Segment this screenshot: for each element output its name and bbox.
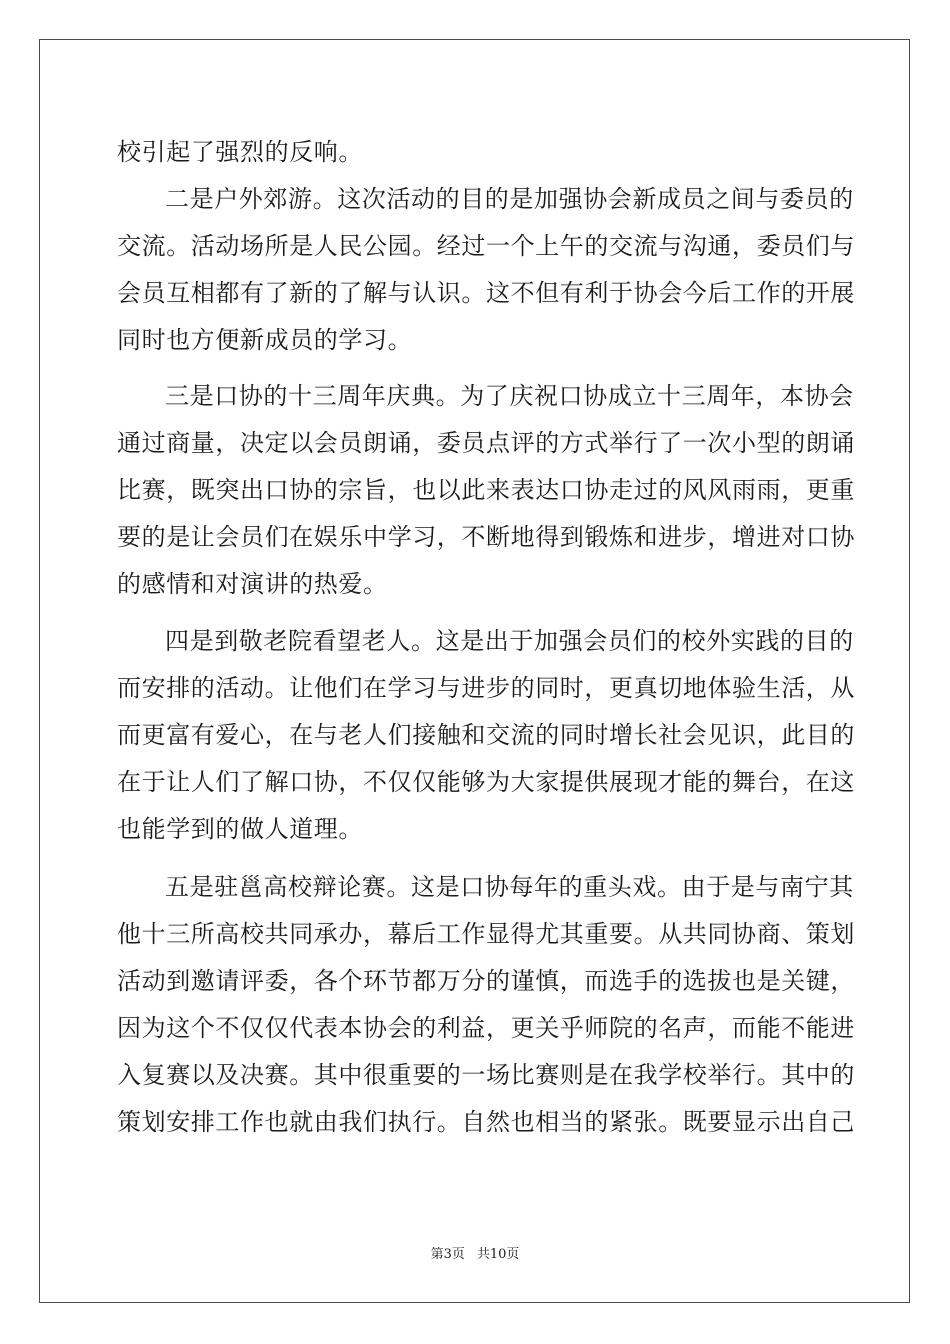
text-line: 比赛，既突出口协的宗旨，也以此来表达口协走过的风风雨雨，更重	[117, 476, 855, 504]
text-line: 而安排的活动。让他们在学习与进步的同时，更真切地体验生活，从	[117, 674, 855, 702]
text-line: 策划安排工作也就由我们执行。自然也相当的紧张。既要显示出自己	[117, 1108, 855, 1136]
text-line: 而更富有爱心，在与老人们接触和交流的同时增长社会见识，此目的	[117, 721, 855, 749]
paragraph-start-line: 五是驻邕高校辩论赛。这是口协每年的重头戏。由于是与南宁其	[165, 873, 854, 901]
text-line: 通过商量，决定以会员朗诵，委员点评的方式举行了一次小型的朗诵	[117, 429, 855, 457]
paragraph-start-line: 三是口协的十三周年庆典。为了庆祝口协成立十三周年，本协会	[165, 382, 854, 410]
paragraph-start-line: 四是到敬老院看望老人。这是出于加强会员们的校外实践的目的	[165, 627, 854, 655]
text-line: 也能学到的做人道理。	[117, 815, 363, 843]
text-line: 会员互相都有了新的了解与认识。这不但有利于协会今后工作的开展	[117, 279, 855, 307]
text-line: 交流。活动场所是人民公园。经过一个上午的交流与沟通，委员们与	[117, 232, 855, 260]
page-footer	[0, 1247, 950, 1263]
page-total: 共10页	[476, 1247, 520, 1262]
text-line: 活动到邀请评委，各个环节都万分的谨慎，而选手的选拔也是关键，	[117, 967, 855, 995]
text-line: 要的是让会员们在娱乐中学习，不断地得到锻炼和进步，增进对口协	[117, 523, 855, 551]
text-line: 同时也方便新成员的学习。	[117, 326, 413, 354]
text-line: 在于让人们了解口协，不仅仅能够为大家提供展现才能的舞台，在这	[117, 768, 855, 796]
text-line: 校引起了强烈的反响。	[117, 138, 363, 166]
text-line: 他十三所高校共同承办，幕后工作显得尤其重要。从共同协商、策划	[117, 920, 855, 948]
text-line: 的感情和对演讲的热爱。	[117, 570, 388, 598]
text-line: 入复赛以及决赛。其中很重要的一场比赛则是在我学校举行。其中的	[117, 1061, 855, 1089]
page-number: 第3页	[430, 1247, 465, 1262]
paragraph-start-line: 二是户外郊游。这次活动的目的是加强协会新成员之间与委员的	[165, 185, 854, 213]
text-line: 因为这个不仅仅代表本协会的利益，更关乎师院的名声，而能不能进	[117, 1014, 855, 1042]
